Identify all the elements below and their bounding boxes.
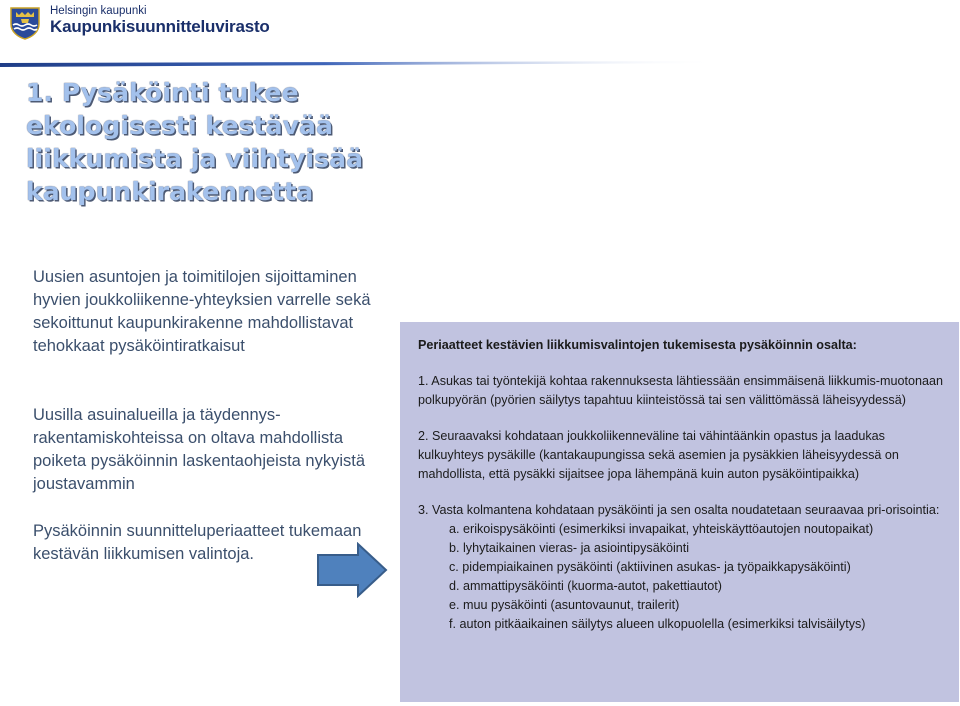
priority-item: b. lyhytaikainen vieras- ja asiointipysäköinti	[449, 541, 690, 555]
slide-title: 1. Pysäköinti tukee ekologisesti kestävää liikkumista ja viihtyisää kaupunkirakennetta	[26, 78, 364, 206]
header-rule	[0, 58, 720, 68]
header	[0, 0, 960, 72]
priority-item: a. erikoispysäköinti (esimerkiksi invapaikat, yhteiskäyttöautojen noutopaikat)	[449, 522, 874, 536]
priority-item: e. muu pysäköinti (asuntovaunut, trailerit)	[449, 598, 680, 612]
priority-item: c. pidempiaikainen pysäköinti (aktiivinen asukas- ja työpaikkapysäköinti)	[449, 560, 851, 574]
principles-box	[400, 322, 959, 702]
principle-item: 1. Asukas tai työntekijä kohtaa rakennuksesta lähtiessään ensimmäisenä liikkumis-muotonaan polkupyörän (pyörien säilytys tapahtuu kiinteistössä tai sen välittömässä läheisyydessä)	[418, 374, 944, 407]
principle-item: 2. Seuraavaksi kohdataan joukkoliikenneväline tai vähintäänkin opastus ja laadukas kulkuyhteys pysäkille (kantakaupungissa sekä asemien ja pysäkkien läheisyydessä on mahdollista, että pysäkki sijaitsee jopa lähempänä kuin auton pysäköintipaikka)	[418, 429, 899, 481]
org-city: Helsingin kaupunki	[50, 5, 147, 17]
helsinki-coat-of-arms-icon	[8, 6, 42, 40]
body-paragraph: Pysäköinnin suunnitteluperiaatteet tukemaan kestävän liikkumisen valintoja.	[33, 522, 362, 563]
body-paragraph: Uusilla asuinalueilla ja täydennys-rakentamiskohteissa on oltava mahdollista poiketa pysäköinnin laskentaohjeista nykyistä joustavammin	[33, 406, 366, 493]
principle-item: 3. Vasta kolmantena kohdataan pysäköinti ja sen osalta noudatetaan seuraavaa pri-orisointia:	[418, 503, 940, 517]
org-department: Kaupunkisuunnitteluvirasto	[50, 17, 270, 36]
principles-title: Periaatteet kestävien liikkumisvalintojen tukemisesta pysäköinnin osalta:	[418, 338, 857, 352]
right-arrow-icon	[316, 542, 388, 598]
priority-list	[418, 520, 945, 634]
priority-item: d. ammattipysäköinti (kuorma-autot, pakettiautot)	[449, 579, 722, 593]
body-paragraph: Uusien asuntojen ja toimitilojen sijoittaminen hyvien joukkoliikenne-yhteyksien varrelle sekä sekoittunut kaupunkirakenne mahdollistavat tehokkaat pysäköintiratkaisut	[33, 268, 371, 355]
priority-item: f. auton pitkäaikainen säilytys alueen ulkopuolella (esimerkiksi talvisäilytys)	[449, 617, 866, 631]
